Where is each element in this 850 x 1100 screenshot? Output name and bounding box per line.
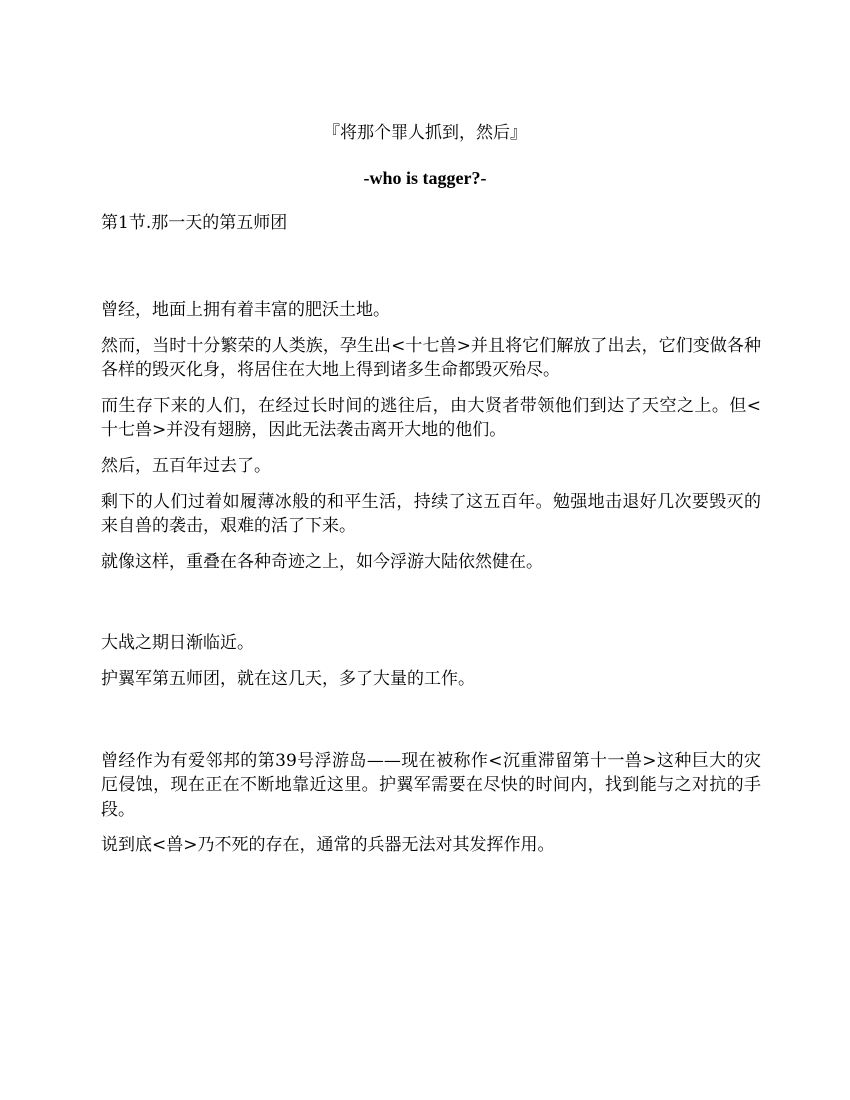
document-body [101, 298, 761, 869]
paragraph: 曾经作为有爱邻邦的第39号浮游岛——现在被称作<沉重滞留第十一兽>这种巨大的灾厄侵蚀，现在正在不断地靠近这里。护翼军需要在尽快的时间内，找到能与之对抗的手段。 [101, 750, 761, 820]
paragraph: 就像这样，重叠在各种奇迹之上，如今浮游大陆依然健在。 [101, 551, 543, 572]
paragraph: 然后，五百年过去了。 [101, 455, 271, 476]
document-subtitle: -who is tagger?- [363, 168, 487, 188]
paragraph: 剩下的人们过着如履薄冰般的和平生活，持续了这五百年。勉强地击退好几次要毁灭的来自兽的袭击，艰难的活了下来。 [101, 491, 761, 537]
paragraph-gap [101, 585, 761, 631]
paragraph: 护翼军第五师团，就在这几天，多了大量的工作。 [101, 668, 475, 689]
document-title: 『将那个罪人抓到，然后』 [323, 123, 527, 143]
paragraph: 曾经，地面上拥有着丰富的肥沃土地。 [101, 300, 390, 320]
paragraph-gap [101, 703, 761, 749]
paragraph: 而生存下来的人们，在经过长时间的逃往后，由大贤者带领他们到达了天空之上。但<十七兽>并没有翅膀，因此无法袭击离开大地的他们。 [101, 395, 761, 441]
section-title: 第1节.那一天的第五师团 [101, 213, 288, 233]
paragraph: 说到底<兽>乃不死的存在，通常的兵器无法对其发挥作用。 [101, 835, 555, 856]
paragraph: 然而，当时十分繁荣的人类族，孕生出<十七兽>并且将它们解放了出去，它们变做各种各样的毁灭化身，将居住在大地上得到诸多生命都毁灭殆尽。 [101, 335, 761, 381]
paragraph: 大战之期日渐临近。 [101, 633, 254, 654]
